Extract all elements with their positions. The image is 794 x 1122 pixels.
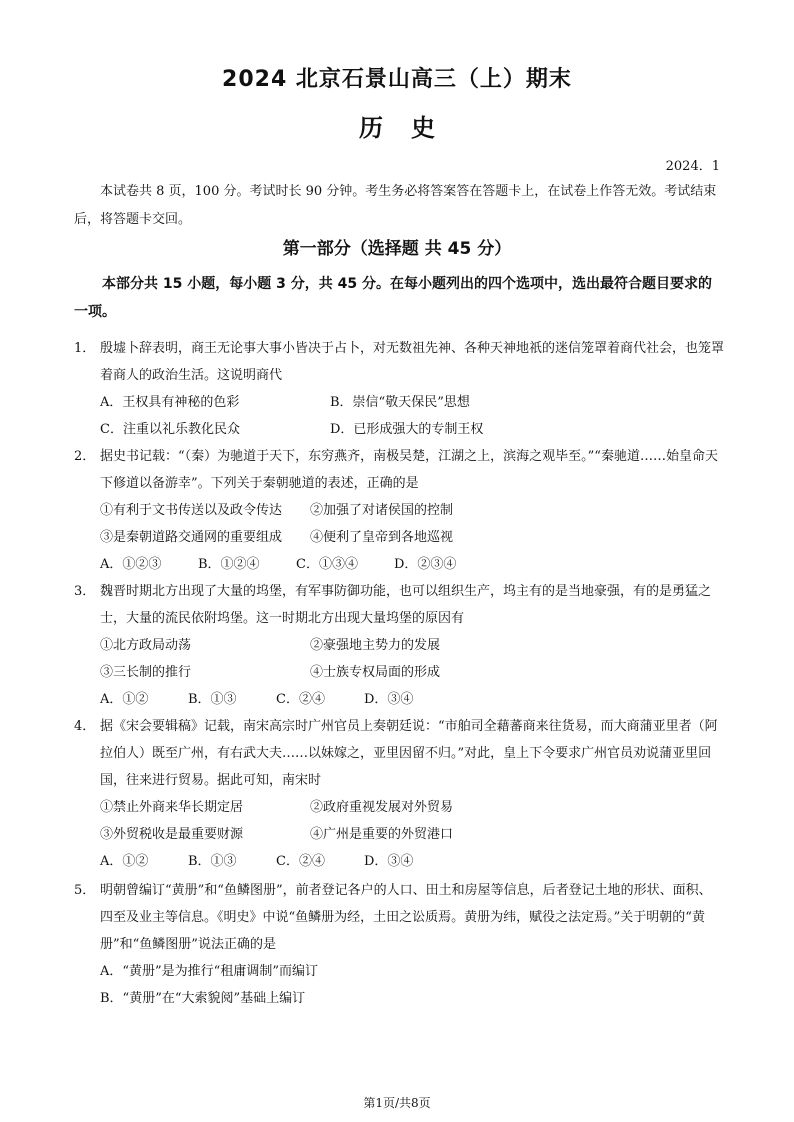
- option-a[interactable]: A．王权具有神秘的色彩: [100, 395, 240, 410]
- option-a[interactable]: A．①②③: [100, 557, 162, 572]
- question-stem: 据史书记载：“（秦）为驰道于天下，东穷燕齐，南极吴楚，江湖之上，滨海之观毕至。”“秦驰道……始皇命天下修道以备游幸”。下列关于秦朝驰道的表述，正确的是: [100, 449, 718, 491]
- statement-1: ①禁止外商来华长期定居: [100, 800, 244, 815]
- option-c[interactable]: C．②④: [276, 854, 325, 869]
- statement-2: ②豪强地主势力的发展: [310, 638, 441, 653]
- statement-3: ③三长制的推行: [100, 665, 192, 680]
- statement-4: ④便利了皇帝到各地巡视: [310, 530, 454, 545]
- exam-date: 2024．1: [665, 159, 720, 174]
- statement-4: ④士族专权局面的形成: [310, 665, 441, 680]
- question-number: 3．: [74, 584, 96, 599]
- question-4: [74, 713, 724, 875]
- question-3: [74, 578, 724, 713]
- question-5: [74, 877, 724, 1012]
- option-a[interactable]: A．①②: [100, 692, 149, 707]
- question-2: [74, 443, 724, 578]
- exam-instructions: 本试卷共 8 页，100 分。考试时长 90 分钟。考生务必将答案答在答题卡上，在试卷上作答无效。考试结束后，将答题卡交回。: [74, 184, 717, 227]
- statement-2: ②加强了对诸侯国的控制: [310, 503, 454, 518]
- option-b[interactable]: B．①③: [188, 692, 237, 707]
- option-c[interactable]: C．①③④: [296, 557, 358, 572]
- option-d[interactable]: D．②③④: [394, 557, 457, 572]
- question-stem: 明朝曾编订“黄册”和“鱼鳞图册”，前者登记各户的人口、田土和房屋等信息，后者登记土地的形状、面积、四至及业主等信息。《明史》中说“鱼鳞册为经，土田之讼质焉。黄册为纬，赋役之法定焉。”关于明朝的“黄册”和“鱼鳞图册”说法正确的是: [100, 883, 712, 952]
- option-d[interactable]: D．③④: [364, 854, 414, 869]
- option-b[interactable]: B．①③: [188, 854, 237, 869]
- statement-4: ④广州是重要的外贸港口: [310, 827, 454, 842]
- option-a[interactable]: A．①②: [100, 854, 149, 869]
- exam-title: 2024 北京石景山高三（上）期末: [222, 67, 572, 92]
- statement-1: ①有利于文书传送以及政令传达: [100, 503, 283, 518]
- option-c[interactable]: C．②④: [276, 692, 325, 707]
- question-number: 5．: [74, 883, 96, 898]
- page-footer: 第1页/共8页: [363, 1096, 431, 1110]
- option-d[interactable]: D．③④: [364, 692, 414, 707]
- question-stem: 魏晋时期北方出现了大量的坞堡，有军事防御功能，也可以组织生产，坞主有的是当地豪强，有的是勇猛之士，大量的流民依附坞堡。这一时期北方出现大量坞堡的原因有: [100, 584, 712, 626]
- statement-3: ③是秦朝道路交通网的重要组成: [100, 530, 283, 545]
- option-b[interactable]: B．“黄册”在“大索貌阅”基础上编订: [100, 991, 306, 1006]
- statement-3: ③外贸税收是最重要财源: [100, 827, 244, 842]
- option-a[interactable]: A．“黄册”是为推行“租庸调制”而编订: [100, 964, 318, 979]
- question-number: 1．: [74, 341, 96, 356]
- option-c[interactable]: C．注重以礼乐教化民众: [100, 422, 240, 437]
- statement-2: ②政府重视发展对外贸易: [310, 800, 454, 815]
- part-description: 本部分共 15 小题，每小题 3 分，共 45 分。在每小题列出的四个选项中，选出最符合题目要求的一项。: [74, 276, 712, 320]
- question-number: 4．: [74, 719, 96, 734]
- part-title: 第一部分（选择题 共 45 分）: [282, 239, 512, 259]
- option-b[interactable]: B．①②④: [198, 557, 260, 572]
- question-1: [74, 335, 724, 443]
- subject-title: 历史: [359, 114, 463, 142]
- option-b[interactable]: B．崇信“敬天保民”思想: [330, 395, 470, 410]
- question-stem: 殷墟卜辞表明，商王无论事大事小皆决于占卜，对无数祖先神、各种天神地祇的迷信笼罩着商代社会，也笼罩着商人的政治生活。这说明商代: [100, 341, 725, 383]
- option-d[interactable]: D．已形成强大的专制王权: [330, 422, 484, 437]
- statement-1: ①北方政局动荡: [100, 638, 192, 653]
- question-number: 2．: [74, 449, 96, 464]
- question-stem: 据《宋会要辑稿》记载，南宋高宗时广州官员上奏朝廷说：“市舶司全藉蕃商来往货易，而大商蒲亚里者（阿拉伯人）既至广州，有右武大夫……以妹嫁之，亚里因留不归。”对此，皇上下令要求广州官员劝说蒲亚里回国，往来进行贸易。据此可知，南宋时: [100, 719, 718, 788]
